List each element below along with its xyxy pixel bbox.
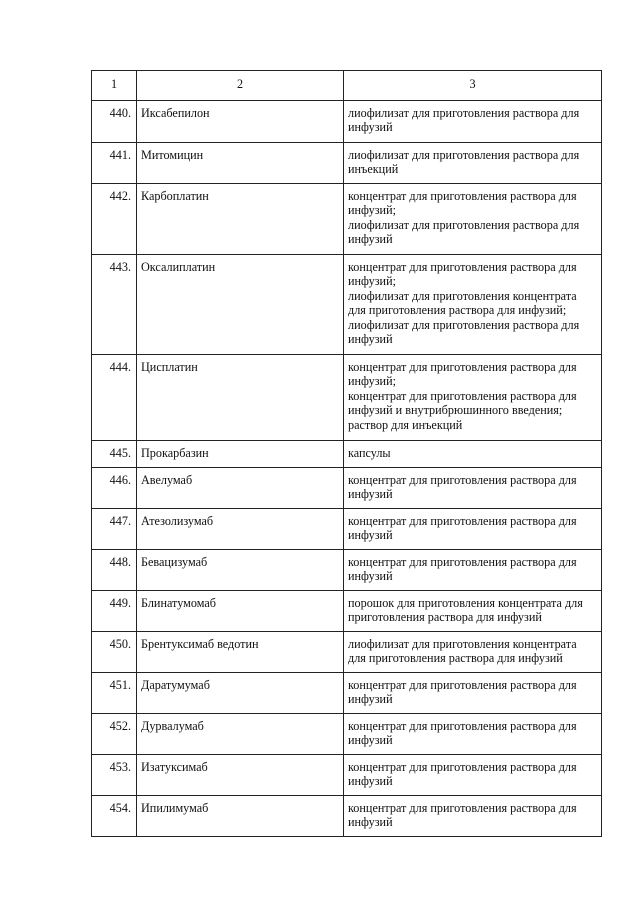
row-number: 443. xyxy=(92,254,137,354)
row-number: 451. xyxy=(92,672,137,713)
dosage-form-line: инфузий xyxy=(348,733,393,747)
dosage-form-line: концентрат для приготовления раствора для xyxy=(348,800,577,815)
drug-name: Изатуксимаб xyxy=(137,754,344,795)
dosage-form xyxy=(344,631,602,672)
header-col-1: 1 xyxy=(92,71,137,101)
row-number: 450. xyxy=(92,631,137,672)
row-number: 448. xyxy=(92,549,137,590)
dosage-form-line: инфузий и внутрибрюшинного введения; xyxy=(348,403,563,417)
dosage-form xyxy=(344,100,602,142)
dosage-form xyxy=(344,354,602,440)
dosage-form xyxy=(344,142,602,183)
drug-name: Митомицин xyxy=(137,142,344,183)
dosage-form-line: инфузий; xyxy=(348,274,396,288)
dosage-form-line: инфузий; xyxy=(348,203,396,217)
table-row xyxy=(92,354,602,440)
table-row xyxy=(92,795,602,836)
row-number: 447. xyxy=(92,508,137,549)
dosage-form-line: концентрат для приготовления раствора для xyxy=(348,759,577,774)
row-number: 440. xyxy=(92,100,137,142)
row-number: 442. xyxy=(92,183,137,254)
table-row xyxy=(92,467,602,508)
dosage-form-line: инфузий xyxy=(348,569,393,583)
dosage-form-line: лиофилизат для приготовления концентрата xyxy=(348,636,577,651)
dosage-form-line: инфузий; xyxy=(348,374,396,388)
table-row xyxy=(92,440,602,467)
drug-name: Блинатумомаб xyxy=(137,590,344,631)
dosage-form-line: концентрат для приготовления раствора для xyxy=(348,554,577,569)
dosage-form xyxy=(344,590,602,631)
row-number: 452. xyxy=(92,713,137,754)
dosage-form-line: лиофилизат для приготовления раствора для xyxy=(348,105,580,120)
dosage-form-line: для приготовления раствора для инфузий xyxy=(348,651,563,665)
dosage-form-line: концентрат для приготовления раствора для xyxy=(348,259,577,274)
dosage-form xyxy=(344,508,602,549)
dosage-form-line: концентрат для приготовления раствора для xyxy=(348,677,577,692)
dosage-form-line: раствор для инъекций xyxy=(348,417,463,432)
table-row xyxy=(92,254,602,354)
dosage-form-line: для приготовления раствора для инфузий; xyxy=(348,303,567,317)
dosage-form-line: концентрат для приготовления раствора для xyxy=(348,359,577,374)
drug-name: Цисплатин xyxy=(137,354,344,440)
dosage-form-line: лиофилизат для приготовления раствора для xyxy=(348,217,580,232)
row-number: 446. xyxy=(92,467,137,508)
row-number: 441. xyxy=(92,142,137,183)
dosage-form-line: концентрат для приготовления раствора для xyxy=(348,472,577,487)
table-row xyxy=(92,590,602,631)
dosage-form-line: лиофилизат для приготовления раствора для xyxy=(348,317,580,332)
dosage-form-line: приготовления раствора для инфузий xyxy=(348,610,542,624)
table-row xyxy=(92,100,602,142)
dosage-form xyxy=(344,467,602,508)
table-row xyxy=(92,508,602,549)
row-number: 449. xyxy=(92,590,137,631)
dosage-form-line: инфузий xyxy=(348,332,393,346)
dosage-form-line: инфузий xyxy=(348,487,393,501)
drug-name: Атезолизумаб xyxy=(137,508,344,549)
dosage-form-line: лиофилизат для приготовления раствора для xyxy=(348,147,580,162)
header-col-3: 3 xyxy=(344,71,602,101)
dosage-form xyxy=(344,713,602,754)
dosage-form-line: порошок для приготовления концентрата для xyxy=(348,595,583,610)
table-row xyxy=(92,754,602,795)
row-number: 444. xyxy=(92,354,137,440)
header-col-2: 2 xyxy=(137,71,344,101)
dosage-form-line: концентрат для приготовления раствора для xyxy=(348,388,577,403)
drug-name: Авелумаб xyxy=(137,467,344,508)
dosage-form-line: лиофилизат для приготовления концентрата xyxy=(348,288,577,303)
table-row xyxy=(92,631,602,672)
drug-name: Бевацизумаб xyxy=(137,549,344,590)
drug-name: Карбоплатин xyxy=(137,183,344,254)
dosage-form xyxy=(344,183,602,254)
dosage-form xyxy=(344,440,602,467)
row-number: 445. xyxy=(92,440,137,467)
dosage-form-line: инъекций xyxy=(348,162,399,176)
dosage-form xyxy=(344,795,602,836)
dosage-form-line: инфузий xyxy=(348,815,393,829)
dosage-form-line: инфузий xyxy=(348,528,393,542)
dosage-form-line: концентрат для приготовления раствора для xyxy=(348,513,577,528)
dosage-form-line: инфузий xyxy=(348,774,393,788)
table-row xyxy=(92,549,602,590)
drug-name: Брентуксимаб ведотин xyxy=(137,631,344,672)
dosage-form xyxy=(344,254,602,354)
drug-name: Иксабепилон xyxy=(137,100,344,142)
row-number: 454. xyxy=(92,795,137,836)
dosage-form-line: инфузий xyxy=(348,120,393,134)
dosage-form xyxy=(344,549,602,590)
dosage-form-line: инфузий xyxy=(348,232,393,246)
dosage-form-line: капсулы xyxy=(348,445,391,460)
table-row xyxy=(92,142,602,183)
dosage-form xyxy=(344,754,602,795)
table-row xyxy=(92,713,602,754)
drug-name: Даратумумаб xyxy=(137,672,344,713)
drug-name: Дурвалумаб xyxy=(137,713,344,754)
dosage-form-line: инфузий xyxy=(348,692,393,706)
dosage-form-line: концентрат для приготовления раствора для xyxy=(348,718,577,733)
table-header-row xyxy=(92,71,602,101)
drug-name: Оксалиплатин xyxy=(137,254,344,354)
table-row xyxy=(92,183,602,254)
drug-table xyxy=(91,70,602,837)
table-row xyxy=(92,672,602,713)
dosage-form xyxy=(344,672,602,713)
dosage-form-line: концентрат для приготовления раствора для xyxy=(348,188,577,203)
row-number: 453. xyxy=(92,754,137,795)
drug-name: Ипилимумаб xyxy=(137,795,344,836)
drug-name: Прокарбазин xyxy=(137,440,344,467)
